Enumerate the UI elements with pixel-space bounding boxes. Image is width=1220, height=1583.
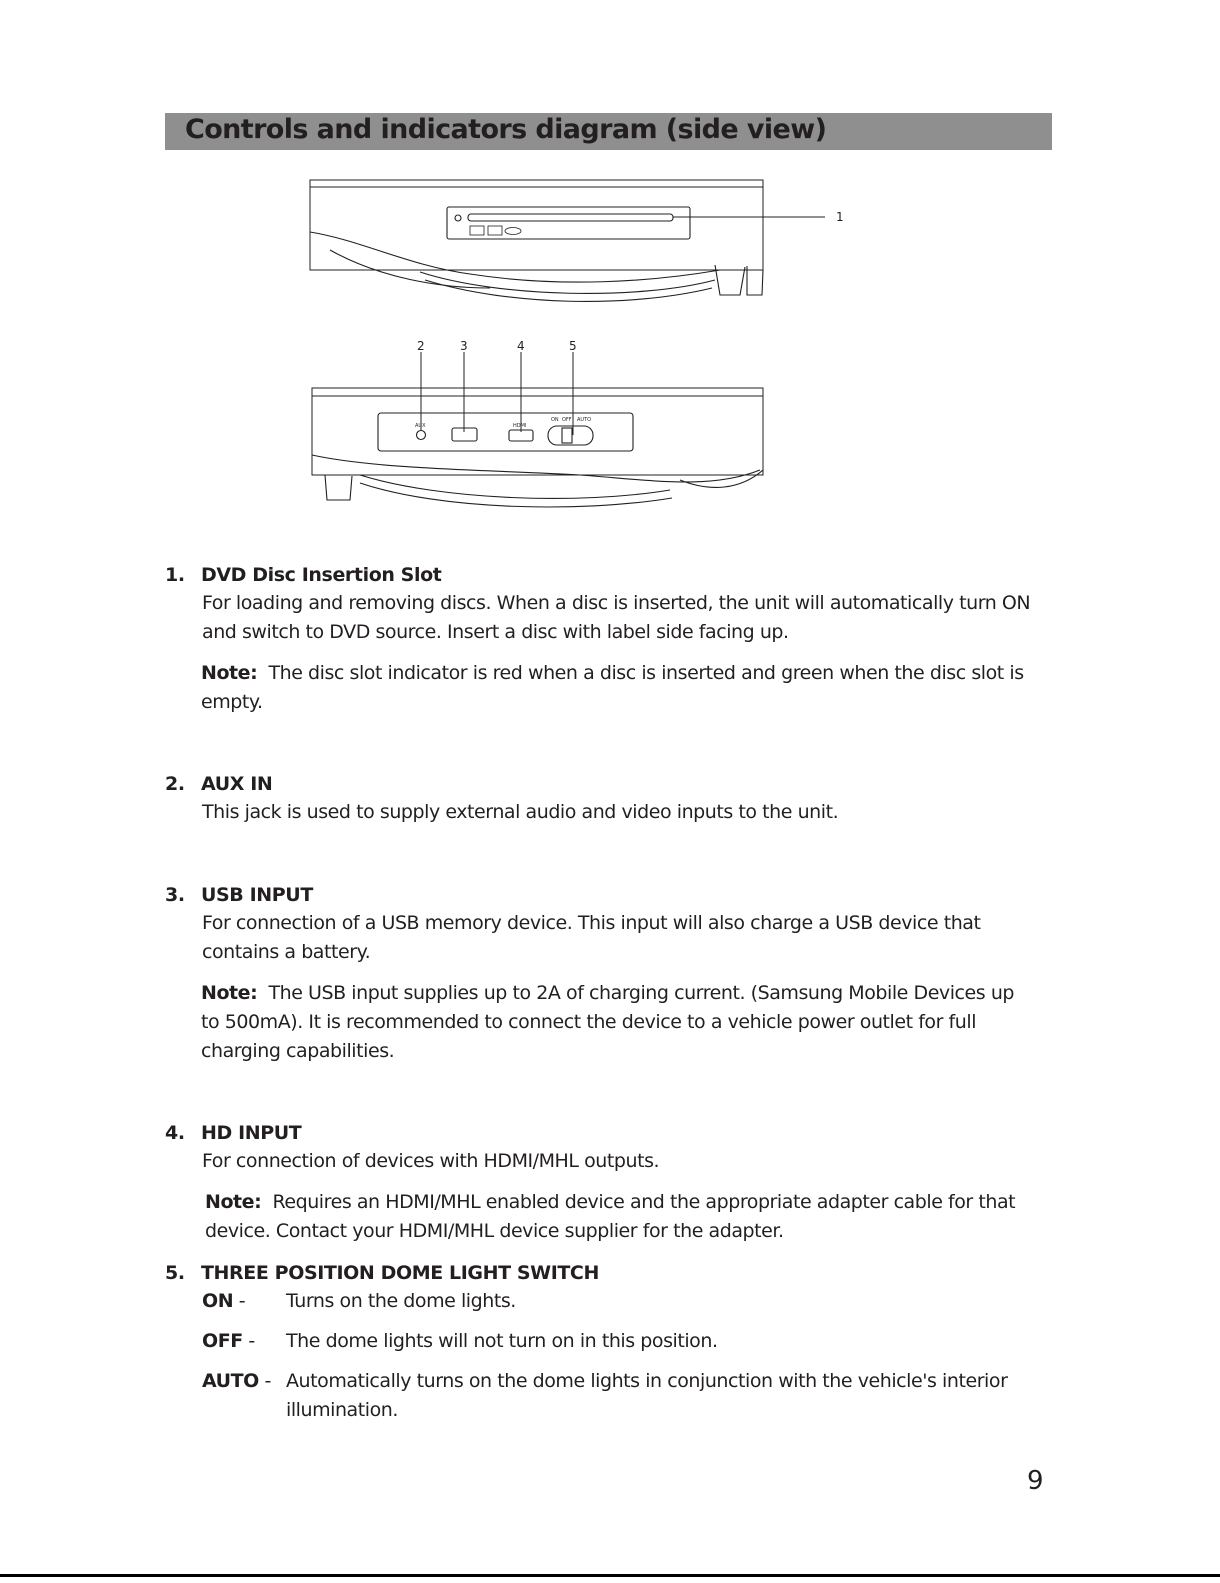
item-heading xyxy=(165,561,1065,589)
side-view-diagram xyxy=(300,170,860,535)
bottom-rule xyxy=(0,1574,1220,1577)
disc-logo xyxy=(470,226,484,235)
switch-on-label: ON xyxy=(551,417,559,423)
position-description: Automatically turns on the dome lights in conjunction with the vehicle's interior illumination. xyxy=(286,1370,1008,1421)
position-description: The dome lights will not turn on in this position. xyxy=(286,1330,718,1352)
disc-logos xyxy=(470,226,521,235)
item-title: HD INPUT xyxy=(201,1122,302,1144)
unit-bottom-view xyxy=(312,388,763,507)
item-heading xyxy=(165,881,1065,909)
item-title: THREE POSITION DOME LIGHT SWITCH xyxy=(201,1262,599,1284)
item-number: 4. xyxy=(165,1122,185,1144)
callout-3-label: 3 xyxy=(460,339,468,353)
item-hd-input xyxy=(165,1119,1065,1246)
item-dome-light-switch xyxy=(165,1259,1065,1425)
page-title: Controls and indicators diagram (side view) xyxy=(185,114,827,145)
position-label: ON xyxy=(202,1290,234,1312)
mp3-logo xyxy=(505,228,521,235)
note-label: Note: xyxy=(201,982,258,1004)
dome-switch-icon xyxy=(548,426,593,445)
item-body: For connection of a USB memory device. This input will also charge a USB device that contains a battery. xyxy=(202,912,981,963)
item-heading xyxy=(165,1259,1065,1287)
item-heading xyxy=(165,1119,1065,1147)
item-aux-in xyxy=(165,770,1065,827)
page-number: 9 xyxy=(1027,1466,1044,1496)
switch-position-off: OFF - The dome lights will not turn on in this position. xyxy=(202,1327,1065,1356)
note-text: The USB input supplies up to 2A of charging current. (Samsung Mobile Devices up to 500mA). It is recommended to connect the device to a vehicle power outlet for full charging capabilities. xyxy=(201,982,1015,1062)
item-number: 5. xyxy=(165,1262,185,1284)
aux-jack-icon xyxy=(417,431,426,440)
callout-2-label: 2 xyxy=(417,339,425,353)
item-body: For connection of devices with HDMI/MHL outputs. xyxy=(202,1150,660,1172)
switch-position-auto: AUTO - Automatically turns on the dome lights in conjunction with the vehicle's interior illumination. xyxy=(202,1367,1065,1425)
note-label: Note: xyxy=(201,662,258,684)
position-label: OFF xyxy=(202,1330,243,1352)
callout-4-label: 4 xyxy=(517,339,525,353)
note-text: Requires an HDMI/MHL enabled device and the appropriate adapter cable for that device. Contact your HDMI/MHL device supplier for the adapter. xyxy=(205,1191,1016,1242)
callout-1-label: 1 xyxy=(836,210,844,224)
item-body: This jack is used to supply external audio and video inputs to the unit. xyxy=(202,801,839,823)
hdmi-label: HDMI xyxy=(513,423,527,429)
position-label: AUTO xyxy=(202,1370,259,1392)
item-number: 3. xyxy=(165,884,185,906)
switch-auto-label: AUTO xyxy=(577,417,592,423)
item-note xyxy=(201,979,1031,1066)
unit-top-view xyxy=(310,180,763,301)
item-title: USB INPUT xyxy=(201,884,313,906)
item-note xyxy=(205,1188,1045,1246)
note-label: Note: xyxy=(205,1191,262,1213)
section-header-bar xyxy=(165,113,1052,150)
dvd-logo xyxy=(488,226,502,235)
item-body: For loading and removing discs. When a disc is inserted, the unit will automatically turn ON and switch to DVD source. Insert a disc with label side facing up. xyxy=(202,592,1031,643)
item-number: 2. xyxy=(165,773,185,795)
input-panel xyxy=(417,426,594,445)
item-heading xyxy=(165,770,1065,798)
item-note xyxy=(201,659,1065,717)
item-number: 1. xyxy=(165,564,185,586)
item-title: DVD Disc Insertion Slot xyxy=(201,564,442,586)
switch-position-on: ON - Turns on the dome lights. xyxy=(202,1287,1065,1316)
item-usb-input xyxy=(165,881,1065,1066)
switch-off-label: OFF xyxy=(562,417,572,423)
position-description: Turns on the dome lights. xyxy=(286,1290,516,1312)
aux-label: AUX xyxy=(415,423,426,429)
note-text: The disc slot indicator is red when a disc is inserted and green when the disc slot is empty. xyxy=(201,662,1024,713)
callout-5-label: 5 xyxy=(569,339,577,353)
item-title: AUX IN xyxy=(201,773,273,795)
switch-positions xyxy=(165,1287,1065,1425)
item-dvd-slot xyxy=(165,561,1065,717)
